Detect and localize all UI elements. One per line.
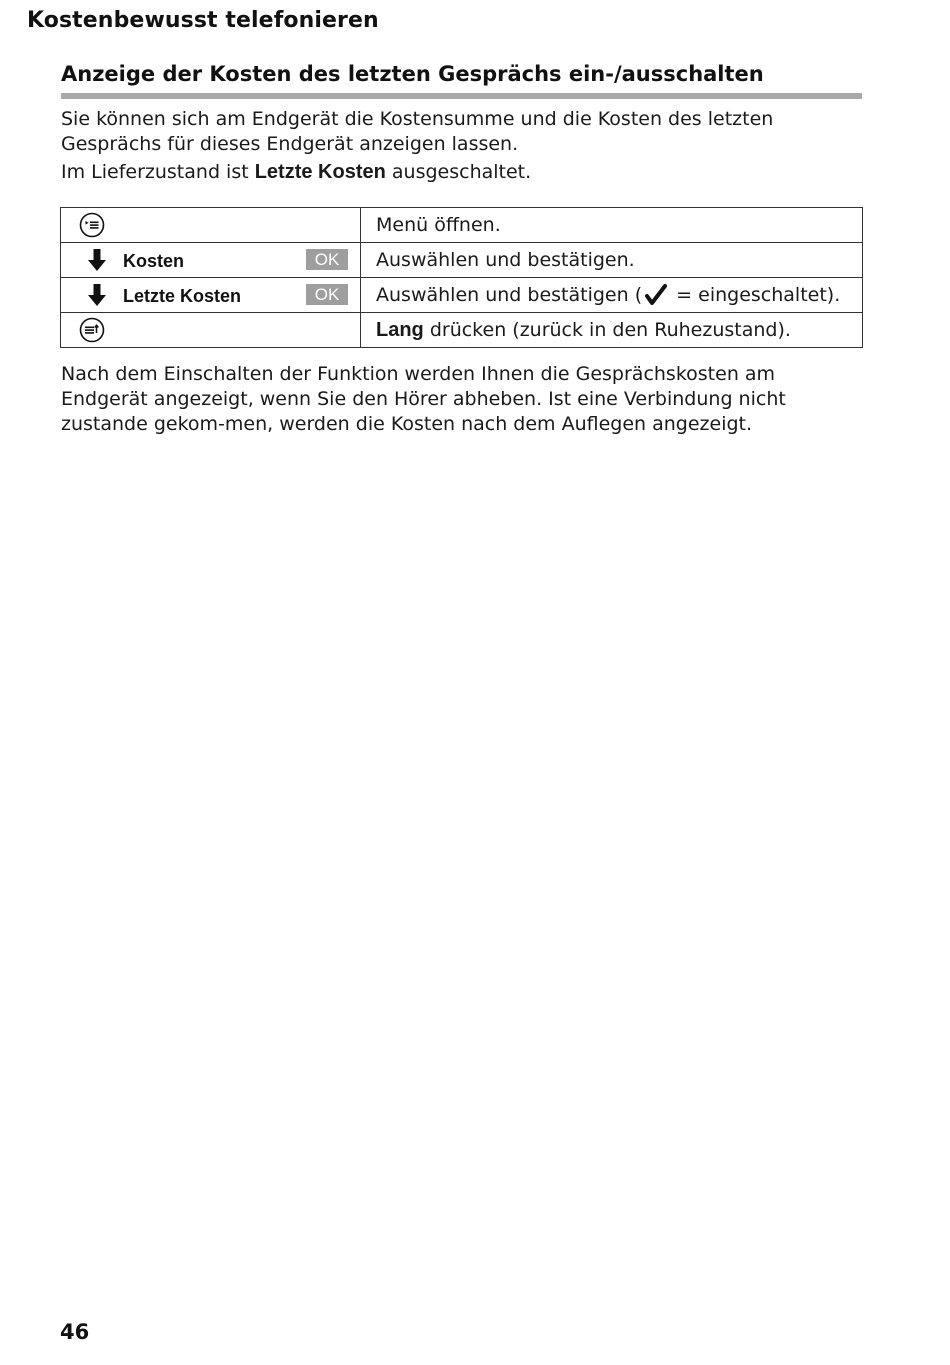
menu-item-label: Letzte Kosten	[123, 286, 242, 306]
step-row	[61, 243, 863, 278]
step-keys-cell	[61, 243, 361, 278]
ok-key: OK	[306, 284, 348, 305]
step-description	[361, 278, 863, 313]
long-press-label: Lang	[376, 318, 424, 341]
step-row	[61, 313, 863, 348]
ok-key: OK	[306, 249, 348, 270]
default-state-paragraph	[61, 160, 861, 185]
step-row	[61, 208, 863, 243]
step-description-text: drücken (zurück in den Ruhezustand).	[423, 318, 791, 341]
default-state-setting: Letzte Kosten	[254, 161, 386, 183]
arrow-down-icon	[87, 283, 107, 307]
step-keys-cell	[61, 313, 361, 348]
step-keys-cell	[61, 278, 361, 313]
menu-item-label: Kosten	[123, 251, 185, 271]
section-title: Anzeige der Kosten des letzten Gesprächs ein-/ausschalten	[61, 62, 764, 86]
step-description-text: Auswählen und bestätigen (	[376, 284, 643, 306]
outro-paragraph: Nach dem Einschalten der Funktion werden Ihnen die Gesprächskosten am Endgerät angezeigt, wenn Sie den Hörer abheben. Ist eine Verbindung nicht zustande gekom-men, werden die Kosten nach dem Auflegen angezeigt.	[61, 363, 786, 435]
end-key-icon	[79, 317, 105, 343]
default-state-text-end: ausgeschaltet.	[385, 161, 532, 183]
page-number: 46	[60, 1320, 90, 1344]
step-row	[61, 278, 863, 313]
step-description: Auswählen und bestätigen.	[361, 243, 863, 278]
step-description-text-end: = eingeschaltet).	[670, 284, 841, 306]
running-head: Kostenbewusst telefonieren	[27, 8, 379, 33]
menu-key-icon	[79, 212, 105, 238]
step-description: Menü öffnen.	[361, 208, 863, 243]
checkmark-icon	[644, 284, 668, 306]
title-rule	[61, 93, 862, 99]
default-state-text: Im Lieferzustand ist	[61, 161, 255, 183]
arrow-down-icon	[87, 248, 107, 272]
steps-table	[60, 207, 863, 348]
intro-paragraph: Sie können sich am Endgerät die Kostensumme und die Kosten des letzten Gesprächs für dieses Endgerät anzeigen lassen.	[61, 108, 774, 155]
step-description	[361, 313, 863, 348]
step-keys-cell	[61, 208, 361, 243]
